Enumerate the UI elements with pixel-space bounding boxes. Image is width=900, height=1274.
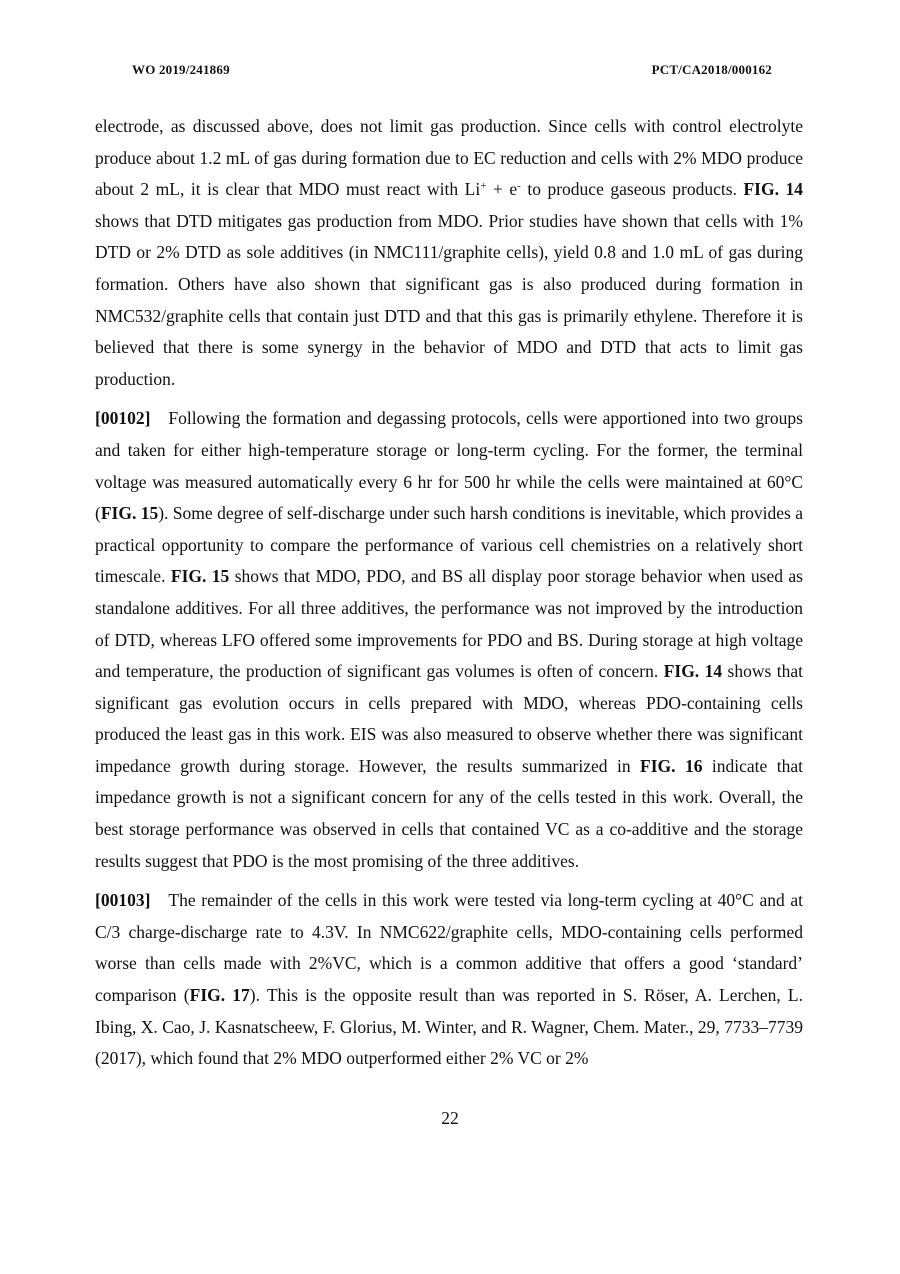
- page-header: [0, 62, 900, 84]
- figure-reference: FIG. 17: [189, 985, 250, 1006]
- document-body: [95, 111, 803, 1083]
- publication-number: WO 2019/241869: [132, 62, 230, 77]
- figure-reference: FIG. 15: [170, 566, 230, 587]
- figure-reference: FIG. 14: [663, 661, 723, 682]
- paragraph-00102: [00102] Following the formation and degassing protocols, cells were apportioned into two groups and taken for either high-temperature storage or long-term cycling. For the former, the terminal voltage was measured automatically every 6 hr for 500 hr while the cells were maintained at 60°C (FIG. 15). Some degree of self-discharge under such harsh conditions is inevitable, which provides a practical opportunity to compare the performance of various cell chemistries on a relatively short timescale. FIG. 15 shows that MDO, PDO, and BS all display poor storage behavior when used as standalone additives. For all three additives, the performance was not improved by the introduction of DTD, whereas LFO offered some improvements for PDO and BS. During storage at high voltage and temperature, the production of significant gas volumes is often of concern. FIG. 14 shows that significant gas evolution occurs in cells prepared with MDO, whereas PDO-containing cells produced the least gas in this work. EIS was also measured to observe whether there was significant impedance growth during storage. However, the results summarized in FIG. 16 indicate that impedance growth is not a significant concern for any of the cells tested in this work. Overall, the best storage performance was observed in cells that contained VC as a co-additive and the storage results suggest that PDO is the most promising of the three additives.: [95, 408, 803, 871]
- paragraph-continued: electrode, as discussed above, does not limit gas production. Since cells with control electrolyte produce about 1.2 mL of gas during formation due to EC reduction and cells with 2% MDO produce about 2 mL, it is clear that MDO must react with Li+ + e- to produce gaseous products. FIG. 14 shows that DTD mitigates gas production from MDO. Prior studies have shown that cells with 1% DTD or 2% DTD as sole additives (in NMC111/graphite cells), yield 0.8 and 1.0 mL of gas during formation. Others have also shown that significant gas is also produced during formation in NMC532/graphite cells that contain just DTD and that this gas is primarily ethylene. Therefore it is believed that there is some synergy in the behavior of MDO and DTD that acts to limit gas production.: [95, 116, 803, 389]
- figure-reference: FIG. 16: [640, 755, 703, 776]
- page-number: 22: [441, 1108, 459, 1128]
- figure-reference: FIG. 15: [100, 503, 159, 524]
- paragraph-number: [00102]: [95, 408, 151, 429]
- application-number: PCT/CA2018/000162: [651, 62, 772, 77]
- figure-reference: FIG. 14: [743, 179, 803, 200]
- paragraph-number: [00103]: [95, 890, 151, 911]
- paragraph-00103: [00103] The remainder of the cells in this work were tested via long-term cycling at 40°C and at C/3 charge-discharge rate to 4.3V. In NMC622/graphite cells, MDO-containing cells performed worse than cells made with 2%VC, which is a common additive that offers a good ‘standard’ comparison (FIG. 17). This is the opposite result than was reported in S. Röser, A. Lerchen, L. Ibing, X. Cao, J. Kasnatscheew, F. Glorius, M. Winter, and R. Wagner, Chem. Mater., 29, 7733–7739 (2017), which found that 2% MDO outperformed either 2% VC or 2%: [95, 890, 803, 1069]
